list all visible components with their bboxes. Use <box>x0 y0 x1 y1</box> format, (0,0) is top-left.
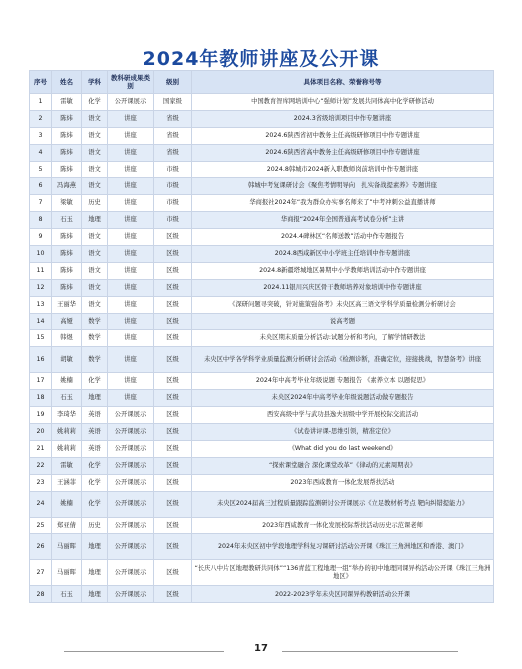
table-row <box>30 246 494 263</box>
table-row <box>30 347 494 373</box>
cell-project: 2024.6陕西省初中教务主任高级研修项目中作专题讲座 <box>192 127 494 144</box>
cell-category: 讲座 <box>108 330 154 347</box>
page-number: 17 <box>254 643 268 654</box>
cell-name: 石玉 <box>52 212 82 229</box>
cell-name: 陈炜 <box>52 161 82 178</box>
cell-name: 陈炜 <box>52 246 82 263</box>
cell-project: 《试卷讲评课-思维引领，精准定位》 <box>192 424 494 441</box>
cell-project: 说高考题 <box>192 313 494 330</box>
cell-level: 区级 <box>154 313 192 330</box>
cell-level: 市级 <box>154 178 192 195</box>
table-row <box>30 262 494 279</box>
header-index: 序号 <box>30 71 52 94</box>
cell-category: 讲座 <box>108 246 154 263</box>
cell-level: 区级 <box>154 440 192 457</box>
cell-name: 雷敏 <box>52 457 82 474</box>
cell-project: 韩城中考复课研讨会《聚焦考情明导向 扎实备战提素养》专题讲座 <box>192 178 494 195</box>
cell-index: 18 <box>30 390 52 407</box>
cell-category: 讲座 <box>108 347 154 373</box>
cell-category: 公开课展示 <box>108 491 154 517</box>
cell-category: 讲座 <box>108 161 154 178</box>
table-row <box>30 279 494 296</box>
cell-name: 胡敏 <box>52 347 82 373</box>
cell-category: 公开课展示 <box>108 94 154 111</box>
table-row <box>30 296 494 313</box>
cell-project: 2023年西咸教育一体化发展校际帮扶活动历史示范课老师 <box>192 517 494 534</box>
table-row <box>30 178 494 195</box>
cell-category: 讲座 <box>108 178 154 195</box>
cell-project: 华商报“2024年全国普通高考试卷分析”主讲 <box>192 212 494 229</box>
cell-category: 公开课展示 <box>108 407 154 424</box>
cell-level: 区级 <box>154 517 192 534</box>
cell-project: 2024.8西咸新区中小学班主任培训中作专题讲座 <box>192 246 494 263</box>
cell-index: 10 <box>30 246 52 263</box>
cell-level: 区级 <box>154 262 192 279</box>
cell-level: 区级 <box>154 390 192 407</box>
cell-level: 区级 <box>154 586 192 603</box>
cell-name: 郑亚倩 <box>52 517 82 534</box>
cell-name: 高娅 <box>52 313 82 330</box>
cell-category: 讲座 <box>108 127 154 144</box>
table-row <box>30 534 494 560</box>
cell-index: 5 <box>30 161 52 178</box>
cell-name: 陈炜 <box>52 279 82 296</box>
cell-level: 区级 <box>154 229 192 246</box>
table-header-row <box>30 71 494 94</box>
cell-category: 讲座 <box>108 296 154 313</box>
cell-name: 马丽晖 <box>52 560 82 586</box>
cell-project: 未央区2024年中高考毕业年级说题活动做专题报告 <box>192 390 494 407</box>
cell-level: 市级 <box>154 161 192 178</box>
cell-index: 21 <box>30 440 52 457</box>
lectures-table <box>29 70 494 603</box>
cell-index: 8 <box>30 212 52 229</box>
cell-index: 9 <box>30 229 52 246</box>
cell-category: 讲座 <box>108 390 154 407</box>
cell-index: 7 <box>30 195 52 212</box>
table-row <box>30 127 494 144</box>
cell-name: 姚楠 <box>52 373 82 390</box>
cell-subject: 地理 <box>82 586 108 603</box>
cell-level: 区级 <box>154 560 192 586</box>
cell-project: 未央区中学各学科学业质量监测分析研讨会活动《检测诊断，准确定位，迎接挑战，智慧备考》讲座 <box>192 347 494 373</box>
footer-line-right <box>282 651 458 652</box>
cell-category: 公开课展示 <box>108 534 154 560</box>
cell-index: 15 <box>30 330 52 347</box>
cell-level: 区级 <box>154 474 192 491</box>
cell-subject: 化学 <box>82 94 108 111</box>
cell-level: 区级 <box>154 407 192 424</box>
table-row <box>30 330 494 347</box>
cell-project: 西安高级中学与武功县逸夫初级中学开展校际交流活动 <box>192 407 494 424</box>
cell-index: 12 <box>30 279 52 296</box>
cell-project: 华商报社2024年“我为群众办实事名师来了”中考冲刺公益直播讲师 <box>192 195 494 212</box>
cell-subject: 地理 <box>82 560 108 586</box>
cell-name: 冯海燕 <box>52 178 82 195</box>
cell-level: 区级 <box>154 279 192 296</box>
cell-project: 2024年中高考毕业年级说题 专题报告 《素养立本 以题促思》 <box>192 373 494 390</box>
header-subject: 学科 <box>82 71 108 94</box>
cell-index: 20 <box>30 424 52 441</box>
cell-name: 陈炜 <box>52 127 82 144</box>
cell-index: 28 <box>30 586 52 603</box>
cell-category: 公开课展示 <box>108 517 154 534</box>
cell-subject: 英语 <box>82 407 108 424</box>
cell-name: 韩煜 <box>52 330 82 347</box>
cell-name: 马丽晖 <box>52 534 82 560</box>
cell-project: 2023年西咸教育一体化发展帮扶活动 <box>192 474 494 491</box>
cell-project: 2024.8韩城市2024新入职教师岗前培训中作专题讲座 <box>192 161 494 178</box>
cell-subject: 语文 <box>82 178 108 195</box>
table-row <box>30 424 494 441</box>
cell-level: 区级 <box>154 330 192 347</box>
cell-subject: 化学 <box>82 491 108 517</box>
cell-project: 2022-2023学年未央区同课异构教研活动公开课 <box>192 586 494 603</box>
cell-name: 梁敏 <box>52 195 82 212</box>
cell-level: 区级 <box>154 457 192 474</box>
cell-index: 13 <box>30 296 52 313</box>
table-row <box>30 440 494 457</box>
cell-project: 中国教育智库网培训中心“强师计划”发展共同体高中化学研修活动 <box>192 94 494 111</box>
cell-project: 《What did you do last weekend》 <box>192 440 494 457</box>
cell-name: 陈炜 <box>52 144 82 161</box>
cell-project: 2024.4碑林区“名师送教”活动中作专题报告 <box>192 229 494 246</box>
cell-category: 讲座 <box>108 212 154 229</box>
cell-subject: 化学 <box>82 474 108 491</box>
cell-name: 雷敏 <box>52 94 82 111</box>
cell-index: 26 <box>30 534 52 560</box>
cell-category: 公开课展示 <box>108 560 154 586</box>
cell-index: 23 <box>30 474 52 491</box>
cell-level: 国家级 <box>154 94 192 111</box>
header-project: 具体项目名称、荣誉称号等 <box>192 71 494 94</box>
cell-name: 王涵菲 <box>52 474 82 491</box>
cell-name: 石玉 <box>52 390 82 407</box>
cell-project: 2024.11银川兴庆区骨干教师培养对象培训中作专题讲座 <box>192 279 494 296</box>
table-row <box>30 195 494 212</box>
cell-project: 未央区期末质量分析活动:试题分析和考向，了解学情研教法 <box>192 330 494 347</box>
cell-category: 公开课展示 <box>108 424 154 441</box>
cell-category: 讲座 <box>108 262 154 279</box>
table-row <box>30 229 494 246</box>
cell-subject: 语文 <box>82 110 108 127</box>
table-row <box>30 313 494 330</box>
cell-index: 16 <box>30 347 52 373</box>
cell-subject: 地理 <box>82 534 108 560</box>
cell-subject: 数学 <box>82 347 108 373</box>
table-row <box>30 457 494 474</box>
cell-level: 市级 <box>154 195 192 212</box>
cell-level: 区级 <box>154 373 192 390</box>
cell-level: 市级 <box>154 212 192 229</box>
table-row <box>30 161 494 178</box>
cell-level: 省级 <box>154 144 192 161</box>
cell-level: 区级 <box>154 491 192 517</box>
cell-level: 省级 <box>154 110 192 127</box>
table-row <box>30 517 494 534</box>
page-title: 2024年教师讲座及公开课 <box>142 48 380 70</box>
cell-subject: 历史 <box>82 517 108 534</box>
cell-name: 李琦华 <box>52 407 82 424</box>
table-row <box>30 560 494 586</box>
cell-project: 2024.3省级培训项目中作专题讲座 <box>192 110 494 127</box>
cell-category: 讲座 <box>108 373 154 390</box>
cell-category: 公开课展示 <box>108 474 154 491</box>
header-category: 教科研成果类别 <box>108 71 154 94</box>
cell-subject: 语文 <box>82 144 108 161</box>
cell-index: 4 <box>30 144 52 161</box>
cell-level: 省级 <box>154 127 192 144</box>
cell-index: 27 <box>30 560 52 586</box>
cell-name: 陈炜 <box>52 229 82 246</box>
cell-subject: 地理 <box>82 390 108 407</box>
cell-subject: 语文 <box>82 229 108 246</box>
cell-level: 区级 <box>154 534 192 560</box>
cell-index: 25 <box>30 517 52 534</box>
cell-index: 19 <box>30 407 52 424</box>
cell-name: 姚莉莉 <box>52 424 82 441</box>
cell-subject: 语文 <box>82 279 108 296</box>
cell-subject: 化学 <box>82 457 108 474</box>
cell-subject: 语文 <box>82 246 108 263</box>
cell-subject: 英语 <box>82 424 108 441</box>
cell-level: 区级 <box>154 424 192 441</box>
cell-index: 17 <box>30 373 52 390</box>
table-row <box>30 491 494 517</box>
cell-name: 王丽华 <box>52 296 82 313</box>
cell-project: 未央区2024届高三过程质量跟踪监测研讨公开课展示《立足教材析考点 靶向纠错提能力》 <box>192 491 494 517</box>
cell-project: 《深研问题寻突破，针对施策强备考》未央区高三语文学科学质量检测分析研讨会 <box>192 296 494 313</box>
cell-category: 公开课展示 <box>108 457 154 474</box>
cell-index: 24 <box>30 491 52 517</box>
cell-category: 讲座 <box>108 110 154 127</box>
cell-name: 姚莉莉 <box>52 440 82 457</box>
cell-level: 区级 <box>154 296 192 313</box>
table-row <box>30 212 494 229</box>
cell-subject: 语文 <box>82 296 108 313</box>
cell-index: 11 <box>30 262 52 279</box>
cell-subject: 数学 <box>82 330 108 347</box>
cell-subject: 化学 <box>82 373 108 390</box>
cell-name: 石玉 <box>52 586 82 603</box>
cell-index: 22 <box>30 457 52 474</box>
cell-category: 公开课展示 <box>108 586 154 603</box>
cell-category: 讲座 <box>108 313 154 330</box>
cell-name: 姚楠 <box>52 491 82 517</box>
cell-name: 陈炜 <box>52 110 82 127</box>
table-row <box>30 407 494 424</box>
cell-subject: 地理 <box>82 212 108 229</box>
cell-name: 陈炜 <box>52 262 82 279</box>
table-row <box>30 144 494 161</box>
cell-index: 1 <box>30 94 52 111</box>
table-row <box>30 390 494 407</box>
cell-category: 公开课展示 <box>108 440 154 457</box>
cell-category: 讲座 <box>108 195 154 212</box>
cell-subject: 语文 <box>82 161 108 178</box>
header-level: 级别 <box>154 71 192 94</box>
cell-index: 3 <box>30 127 52 144</box>
cell-category: 讲座 <box>108 144 154 161</box>
cell-index: 6 <box>30 178 52 195</box>
cell-subject: 语文 <box>82 127 108 144</box>
cell-subject: 英语 <box>82 440 108 457</box>
cell-project: 2024.8新疆塔城地区暑期中小学教师培训活动中作专题讲座 <box>192 262 494 279</box>
table-row <box>30 474 494 491</box>
cell-subject: 语文 <box>82 262 108 279</box>
cell-project: 2024.6陕西省高中教务主任高级研修项目中作专题讲座 <box>192 144 494 161</box>
cell-level: 区级 <box>154 246 192 263</box>
cell-subject: 数学 <box>82 313 108 330</box>
table-row <box>30 110 494 127</box>
cell-category: 讲座 <box>108 279 154 296</box>
cell-level: 区级 <box>154 347 192 373</box>
cell-index: 14 <box>30 313 52 330</box>
cell-project: “长庆八中片区地理教研共同体”“136青蓝工程地理一组”举办的初中地理同课异构活动公开课《珠江三角洲地区》 <box>192 560 494 586</box>
table-row <box>30 94 494 111</box>
table-row <box>30 586 494 603</box>
cell-index: 2 <box>30 110 52 127</box>
cell-category: 讲座 <box>108 229 154 246</box>
cell-project: “探索课堂融合 深化课堂改革”《律动的元素周期表》 <box>192 457 494 474</box>
cell-subject: 历史 <box>82 195 108 212</box>
cell-project: 2024年未央区初中学段地理学科复习课研讨活动公开课《珠江三角洲地区和香港、澳门》 <box>192 534 494 560</box>
header-name: 姓名 <box>52 71 82 94</box>
table-row <box>30 373 494 390</box>
